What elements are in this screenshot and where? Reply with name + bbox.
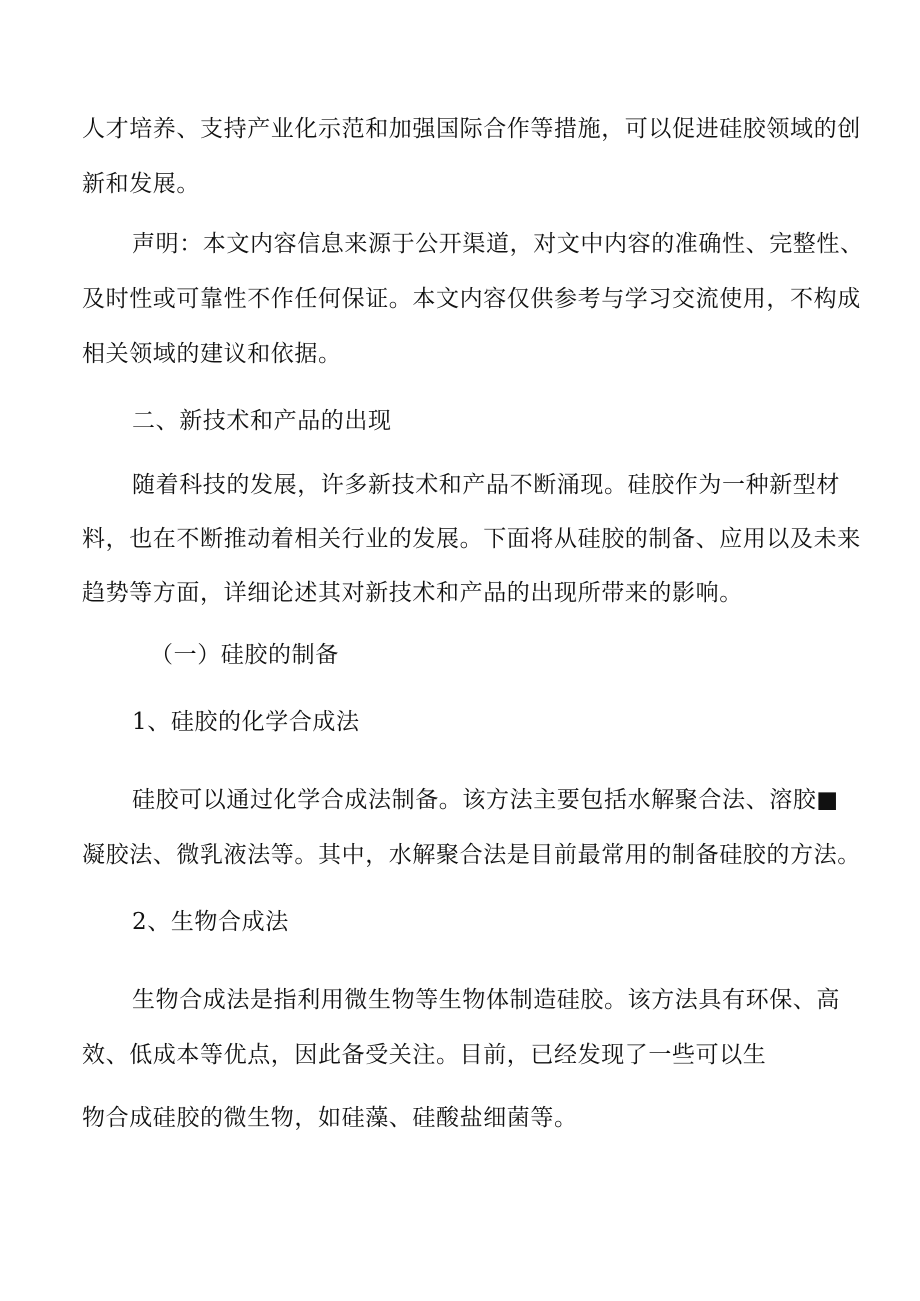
disclaimer-line: 及时性或可靠性不作任何保证。本文内容仅供参考与学习交流使用，不构成: [82, 286, 861, 312]
disclaimer-line: 声明：本文内容信息来源于公开渠道，对文中内容的准确性、完整性、: [132, 231, 864, 257]
paragraph-line: 凝胶法、微乳液法等。其中，水解聚合法是目前最常用的制备硅胶的方法。: [82, 842, 861, 868]
subsection-heading: （一）硅胶的制备: [150, 642, 339, 668]
subsubsection-heading: 2、生物合成法: [132, 909, 289, 935]
paragraph-line: 人才培养、支持产业化示范和加强国际合作等措施，可以促进硅胶领域的创: [82, 116, 861, 142]
paragraph-line: 生物合成法是指利用微生物等生物体制造硅胶。该方法具有环保、高: [132, 987, 840, 1013]
paragraph-line: 随着科技的发展，许多新技术和产品不断涌现。硅胶作为一种新型材: [132, 472, 840, 498]
paragraph-line: 新和发展。: [82, 171, 200, 197]
paragraph-line: 趋势等方面，详细论述其对新技术和产品的出现所带来的影响。: [82, 580, 743, 606]
paragraph-line: 料，也在不断推动着相关行业的发展。下面将从硅胶的制备、应用以及未来: [82, 526, 861, 552]
section-heading: 二、新技术和产品的出现: [132, 408, 392, 434]
paragraph-line: 物合成硅胶的微生物，如硅藻、硅酸盐细菌等。: [82, 1105, 578, 1131]
paragraph-line: 硅胶可以通过化学合成法制备。该方法主要包括水解聚合法、溶胶■: [132, 787, 839, 813]
paragraph-line: 效、低成本等优点，因此备受关注。目前，已经发现了一些可以生: [82, 1042, 767, 1068]
disclaimer-line: 相关领域的建议和依据。: [82, 341, 342, 367]
subsubsection-heading: 1、硅胶的化学合成法: [132, 709, 360, 735]
